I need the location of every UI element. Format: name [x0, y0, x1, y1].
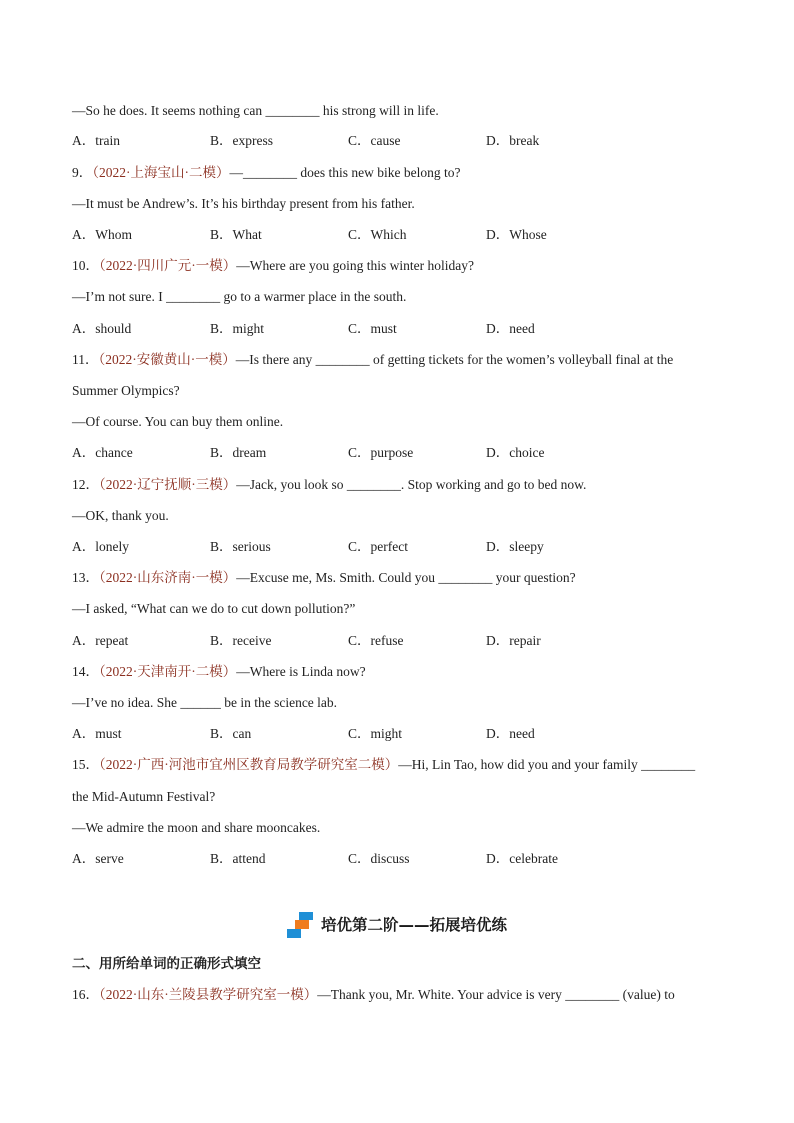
- q11-options: [72, 444, 692, 462]
- question-11-line1: [72, 351, 673, 369]
- question-10-line1: [72, 257, 474, 275]
- question-text: —Jack, you look so ________. Stop working and go to bed now.: [236, 477, 587, 492]
- question-9-line2: —It must be Andrew’s. It’s his birthday present from his father.: [72, 196, 415, 211]
- question-14-line2: —I’ve no idea. She ______ be in the science lab.: [72, 695, 338, 710]
- option-d: D．repair: [486, 633, 541, 648]
- option-a: A．chance: [72, 445, 133, 460]
- option-a: A．Whom: [72, 227, 132, 242]
- question-10-line2: —I’m not sure. I ________ go to a warmer place in the south.: [72, 289, 407, 304]
- section-heading-text: 培优第二阶——拓展培优练: [320, 916, 507, 934]
- option-c: C．cause: [348, 133, 401, 148]
- option-c: C．Which: [348, 227, 407, 242]
- question-11-line1b: Summer Olympics?: [72, 383, 180, 398]
- question-11-line2: —Of course. You can buy them online.: [72, 414, 284, 429]
- question-16-line1: [72, 986, 675, 1004]
- question-number: 9．: [72, 165, 93, 180]
- question-source: （2022·辽宁抚顺·三模）: [99, 477, 237, 492]
- question-source: （2022·四川广元·一模）: [99, 258, 237, 273]
- q13-options: [72, 632, 692, 650]
- question-text: —Thank you, Mr. White. Your advice is very ________ (value) to: [317, 987, 675, 1002]
- q15-options: [72, 850, 692, 868]
- option-b: B．can: [210, 726, 252, 741]
- option-a: A．train: [72, 133, 120, 148]
- question-13-line1: [72, 569, 576, 587]
- option-b: B．express: [210, 133, 273, 148]
- q12-options: [72, 538, 692, 556]
- option-b: B．attend: [210, 851, 266, 866]
- option-c: C．refuse: [348, 633, 404, 648]
- section-heading-wrap: [72, 912, 722, 940]
- question-9-line1: [72, 164, 460, 182]
- option-c: C．must: [348, 321, 397, 336]
- q8-dialog-line: —So he does. It seems nothing can ________ his strong will in life.: [72, 103, 439, 118]
- question-13-line2: —I asked, “What can we do to cut down pollution?”: [72, 601, 356, 616]
- question-text: —Where is Linda now?: [236, 664, 366, 679]
- option-d: D．need: [486, 726, 535, 741]
- option-d: D．choice: [486, 445, 545, 460]
- q10-options: [72, 320, 692, 338]
- question-12-line2: —OK, thank you.: [72, 508, 169, 523]
- question-text: —________ does this new bike belong to?: [229, 165, 461, 180]
- question-text: —Excuse me, Ms. Smith. Could you ________ your question?: [236, 570, 576, 585]
- option-d: D．celebrate: [486, 851, 558, 866]
- option-a: A．serve: [72, 851, 124, 866]
- question-source: （2022·上海宝山·二模）: [92, 165, 230, 180]
- section-title: 二、用所给单词的正确形式填空: [72, 956, 261, 972]
- question-text: —Hi, Lin Tao, how did you and your family ________: [398, 757, 696, 772]
- question-text: —Where are you going this winter holiday?: [236, 258, 474, 273]
- question-source: （2022·山东济南·一模）: [99, 570, 237, 585]
- stacked-blocks-icon: [287, 912, 319, 940]
- option-c: C．discuss: [348, 851, 410, 866]
- question-15-line2: —We admire the moon and share mooncakes.: [72, 820, 321, 835]
- question-number: 16．: [72, 987, 99, 1002]
- question-text: —Is there any ________ of getting tickets for the women’s volleyball final at the: [235, 352, 674, 367]
- option-c: C．purpose: [348, 445, 414, 460]
- question-source: （2022·广西·河池市宜州区教育局教学研究室二模）: [99, 757, 399, 772]
- option-b: B．might: [210, 321, 265, 336]
- q14-options: [72, 725, 692, 743]
- question-number: 10．: [72, 258, 99, 273]
- option-b: B．dream: [210, 445, 267, 460]
- option-b: B．receive: [210, 633, 272, 648]
- option-b: B．What: [210, 227, 262, 242]
- option-d: D．sleepy: [486, 539, 544, 554]
- question-number: 11．: [72, 352, 99, 367]
- question-number: 13．: [72, 570, 99, 585]
- option-c: C．perfect: [348, 539, 408, 554]
- question-source: （2022·山东·兰陵县教学研究室一模）: [99, 987, 318, 1002]
- question-source: （2022·天津南开·二模）: [99, 664, 237, 679]
- question-12-line1: [72, 476, 586, 494]
- option-a: A．should: [72, 321, 132, 336]
- option-a: A．lonely: [72, 539, 129, 554]
- option-b: B．serious: [210, 539, 271, 554]
- option-a: A．repeat: [72, 633, 129, 648]
- q8-options: [72, 132, 692, 150]
- option-d: D．break: [486, 133, 540, 148]
- option-d: D．need: [486, 321, 535, 336]
- question-number: 15．: [72, 757, 99, 772]
- question-15-line1b: the Mid-Autumn Festival?: [72, 789, 216, 804]
- question-15-line1: [72, 756, 695, 774]
- q9-options: [72, 226, 692, 244]
- question-14-line1: [72, 663, 366, 681]
- option-d: D．Whose: [486, 227, 547, 242]
- option-a: A．must: [72, 726, 122, 741]
- question-number: 14．: [72, 664, 99, 679]
- option-c: C．might: [348, 726, 403, 741]
- question-source: （2022·安徽黄山·一模）: [98, 352, 236, 367]
- question-number: 12．: [72, 477, 99, 492]
- section-heading: [287, 912, 507, 938]
